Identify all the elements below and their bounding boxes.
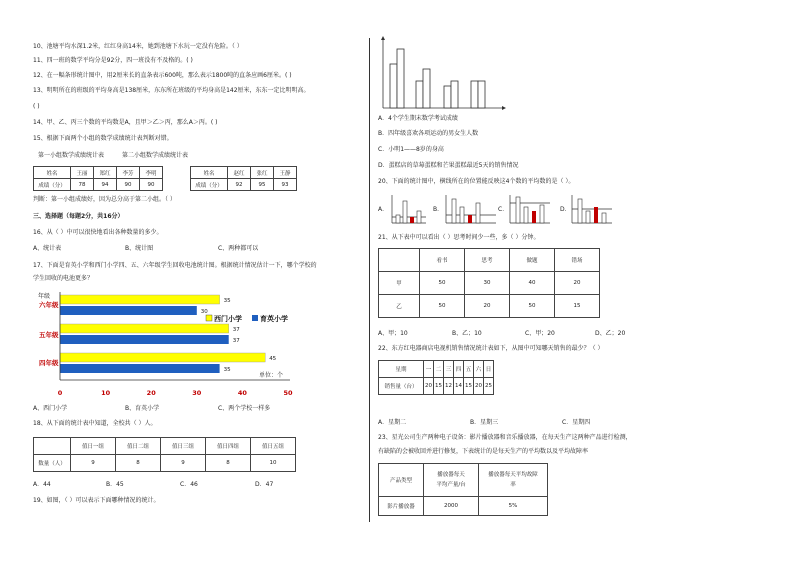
table-cell: 94 xyxy=(94,179,117,191)
q16-option-a: A、统计表 xyxy=(33,245,62,252)
x-tick-label: 50 xyxy=(283,389,293,397)
table-cell: 播放器每天 平均产量/台 xyxy=(424,464,479,497)
q16-option-c: C、两种都可以 xyxy=(218,245,259,252)
q19-bar-chart xyxy=(376,36,516,112)
q20-chart-d xyxy=(570,193,614,225)
table-cell: 四 xyxy=(454,361,464,378)
table-cell: 郑红 xyxy=(94,167,117,179)
question-23-line2: 有缺陷的会被收回并进行修复，下表统计的是每天生产的平均数以及平均故障率 xyxy=(378,448,589,455)
table-cell: 六 xyxy=(474,361,484,378)
table-cell: 甲 xyxy=(379,272,420,295)
table-cell: 78 xyxy=(71,179,94,191)
bar-value-label: 37 xyxy=(232,327,240,333)
table-cell: 产品类型 xyxy=(379,464,424,497)
question-14: 14、甲、乙、丙三个数的平均数是A，且甲＞乙＞丙，那么A＞丙。( ) xyxy=(33,119,218,126)
table-cell: 王静 xyxy=(274,167,297,179)
table-player-production xyxy=(378,463,548,516)
question-16: 16、从（ ）中可以很快地看出各种数量的多少。 xyxy=(33,229,163,236)
q19-option-c: C．小明1——8岁的身高 xyxy=(378,146,444,153)
table-cell: 95 xyxy=(251,179,274,191)
y-axis-label: 年级 xyxy=(38,293,51,300)
table-tv-sales xyxy=(378,360,494,395)
q20-chart-c xyxy=(508,193,552,225)
legend-swatch-ximen xyxy=(206,315,212,321)
battery-recycling-chart xyxy=(30,287,350,402)
q20-chart-a xyxy=(390,193,428,225)
table-cell: 日 xyxy=(484,361,494,378)
q19-option-a: A．4个学生期末数学考试成绩 xyxy=(378,115,458,122)
q20-option-c: C． xyxy=(498,206,509,213)
q19-option-d: D．蛋糕店的草莓蛋糕和芒果蛋糕最近5天的销售情况 xyxy=(378,162,519,169)
table-cell: 值日五组 xyxy=(251,438,296,455)
table-cell: 90 xyxy=(117,179,140,191)
column-divider xyxy=(369,38,370,522)
table-cell: 成绩（分） xyxy=(34,179,71,191)
category-label-grade4: 四年级 xyxy=(39,359,59,367)
section-3-heading: 三、选择题（每题2分，共16分） xyxy=(33,213,124,220)
table-cell: 92 xyxy=(228,179,251,191)
bar-yuying-0 xyxy=(60,306,197,315)
table-cell: 错场 xyxy=(555,249,600,272)
table-cell: 值日三组 xyxy=(161,438,206,455)
q21-option-d: D、乙；20 xyxy=(595,330,626,337)
table-cell: 50 xyxy=(510,295,555,318)
question-22: 22、东方红电器商店电视机销售情况统计表如下，从图中可知哪天销售的最少？（ ） xyxy=(378,345,604,352)
table-cell: 王丽 xyxy=(71,167,94,179)
q20-option-d: D． xyxy=(560,206,571,213)
table-cell: 值日四组 xyxy=(206,438,251,455)
table-cell: 5% xyxy=(479,497,548,516)
bar-value-label: 35 xyxy=(223,367,231,373)
bar-value-label: 45 xyxy=(269,356,277,362)
question-13-blank: ( ) xyxy=(33,103,40,110)
table-cell: 93 xyxy=(274,179,297,191)
table-cell: 播放器每天平均故障 率 xyxy=(479,464,548,497)
bar-value-label: 35 xyxy=(223,298,231,304)
q16-option-b: B、统计图 xyxy=(125,245,154,252)
judge-statement: 判断：第一小组成绩好，因为总分高于第二小组。（ ） xyxy=(33,196,176,203)
table-cell xyxy=(379,249,420,272)
table-cell: 20 xyxy=(424,378,434,395)
legend-swatch-yuying xyxy=(252,315,258,321)
table-cell: 15 xyxy=(555,295,600,318)
x-tick-label: 20 xyxy=(146,389,156,397)
table-cell: 30 xyxy=(465,272,510,295)
question-10: 10、池塘平均水深1.2米，红红身高14米，她到池塘下水玩一定没有危险。（ ） xyxy=(33,43,243,50)
x-tick-label: 40 xyxy=(237,389,247,397)
question-13: 13、明明所在的班级的平均身高是138厘米，东东所在班级的平均身高是142厘米，东东一定比明明高。 xyxy=(33,87,310,94)
bar-value-label: 30 xyxy=(200,309,208,315)
q17-option-a: A、西门小学 xyxy=(33,405,68,412)
question-17-line2: 学生回收的电池更多？ xyxy=(33,275,94,282)
table-cell: 40 xyxy=(510,272,555,295)
table-cell: 李明 xyxy=(140,167,163,179)
table-cell xyxy=(34,438,71,455)
q21-option-a: A、甲；10 xyxy=(378,330,408,337)
table-cell: 值日一组 xyxy=(71,438,116,455)
category-label-grade6: 六年级 xyxy=(39,301,59,309)
table-cell: 一 xyxy=(424,361,434,378)
unit-label: 单位：个 xyxy=(259,372,284,379)
table-time-spent xyxy=(378,248,600,318)
table-cell: 成绩（分） xyxy=(191,179,228,191)
q20-chart-b xyxy=(444,193,498,225)
table-cell: 12 xyxy=(444,378,454,395)
q22-option-c: C．星期四 xyxy=(562,419,591,426)
q18-option-c: C．46 xyxy=(180,481,198,488)
table-duty-groups xyxy=(33,437,296,472)
table-cell: 2000 xyxy=(424,497,479,516)
x-tick-label: 0 xyxy=(57,389,63,397)
bar-value-label: 37 xyxy=(232,338,240,344)
table-cell: 14 xyxy=(454,378,464,395)
q17-option-c: C、两个学校一样多 xyxy=(218,405,271,412)
table-cell: 二 xyxy=(434,361,444,378)
bar-ximen-0 xyxy=(60,295,220,304)
table-cell: 20 xyxy=(555,272,600,295)
table-cell: 9 xyxy=(161,455,206,472)
q18-option-a: A．44 xyxy=(33,481,51,488)
table-cell: 20 xyxy=(474,378,484,395)
table-cell: 8 xyxy=(206,455,251,472)
legend-label-yuying: 育英小学 xyxy=(260,315,288,323)
category-label-grade5: 五年级 xyxy=(39,331,59,339)
table-group1-scores xyxy=(33,166,163,191)
table-cell: 15 xyxy=(464,378,474,395)
question-18: 18、从下面的统计表中知道，全校共（ ）人。 xyxy=(33,420,157,427)
question-20: 20、下面的统计图中，横线所在的位置能反映这4个数的平均数的是（ ）。 xyxy=(378,178,575,185)
table-cell: 10 xyxy=(251,455,296,472)
table-cell: 张红 xyxy=(251,167,274,179)
table-cell: 赵红 xyxy=(228,167,251,179)
table-cell: 50 xyxy=(420,295,465,318)
q19-option-b: B．四年级喜欢各项运动的男女生人数 xyxy=(378,130,479,137)
q20-option-a: A． xyxy=(378,206,389,213)
q18-option-d: D．47 xyxy=(255,481,274,488)
q21-option-b: B、乙；10 xyxy=(452,330,482,337)
q21-option-c: C、甲；20 xyxy=(525,330,555,337)
table-cell: 90 xyxy=(140,179,163,191)
table-cell: 影片播放器 xyxy=(379,497,424,516)
bar-yuying-2 xyxy=(60,364,220,373)
table-cell: 星期 xyxy=(379,361,424,378)
table-cell: 销售量（台） xyxy=(379,378,424,395)
table-cell: 20 xyxy=(465,295,510,318)
table-cell: 思考 xyxy=(465,249,510,272)
table-cell: 9 xyxy=(71,455,116,472)
bar-yuying-1 xyxy=(60,335,229,344)
table-cell: 值日二组 xyxy=(116,438,161,455)
question-15: 15、根据下面两个小组的数学成绩统计表判断对错。 xyxy=(33,135,173,142)
table-cell: 25 xyxy=(484,378,494,395)
x-tick-label: 30 xyxy=(192,389,202,397)
q17-option-b: B、育英小学 xyxy=(125,405,160,412)
q18-option-b: B．45 xyxy=(106,481,124,488)
q20-option-b: B． xyxy=(433,206,444,213)
question-19: 19、如图，（ ）可以表示下面哪种情况的统计。 xyxy=(33,497,160,504)
table-cell: 50 xyxy=(420,272,465,295)
table-group2-scores xyxy=(190,166,297,191)
table-cell: 看书 xyxy=(420,249,465,272)
question-21: 21、从下表中可以看出（ ）思考时间少一些，多（ ）分钟。 xyxy=(378,234,540,241)
table1-title: 第一小组数学成绩统计表 xyxy=(38,152,105,159)
legend-label-ximen: 西门小学 xyxy=(214,315,242,323)
table-cell: 三 xyxy=(444,361,454,378)
table2-title: 第二小组数学成绩统计表 xyxy=(122,152,189,159)
bar-ximen-1 xyxy=(60,324,229,333)
table-cell: 五 xyxy=(464,361,474,378)
x-tick-label: 10 xyxy=(101,389,111,397)
table-cell: 姓名 xyxy=(34,167,71,179)
table-cell: 15 xyxy=(434,378,444,395)
question-23-line1: 23、星光公司生产两种电子设备：影片播放器和音乐播放器，在每天生产这两种产品进行检测， xyxy=(378,434,632,441)
bar-ximen-2 xyxy=(60,353,265,362)
table-cell: 8 xyxy=(116,455,161,472)
question-17-line1: 17、下面是育英小学和西门小学四、五、六年级学生回收电池统计图。根据统计情况估计一下，哪个学校的 xyxy=(33,262,317,269)
q22-option-b: B．星期三 xyxy=(470,419,499,426)
table-cell: 姓名 xyxy=(191,167,228,179)
question-11: 11、四一班的数学平均分是92分，四一班没有不及格的。( ) xyxy=(33,57,193,64)
table-cell: 数量（人） xyxy=(34,455,71,472)
question-12: 12、在一幅条形统计图中，用2厘米长的直条表示600吨，那么表示1800吨的直条应画6厘米。( ) xyxy=(33,72,292,79)
table-cell: 乙 xyxy=(379,295,420,318)
table-cell: 做题 xyxy=(510,249,555,272)
q22-option-a: A．星期二 xyxy=(378,419,407,426)
table-cell: 李芳 xyxy=(117,167,140,179)
